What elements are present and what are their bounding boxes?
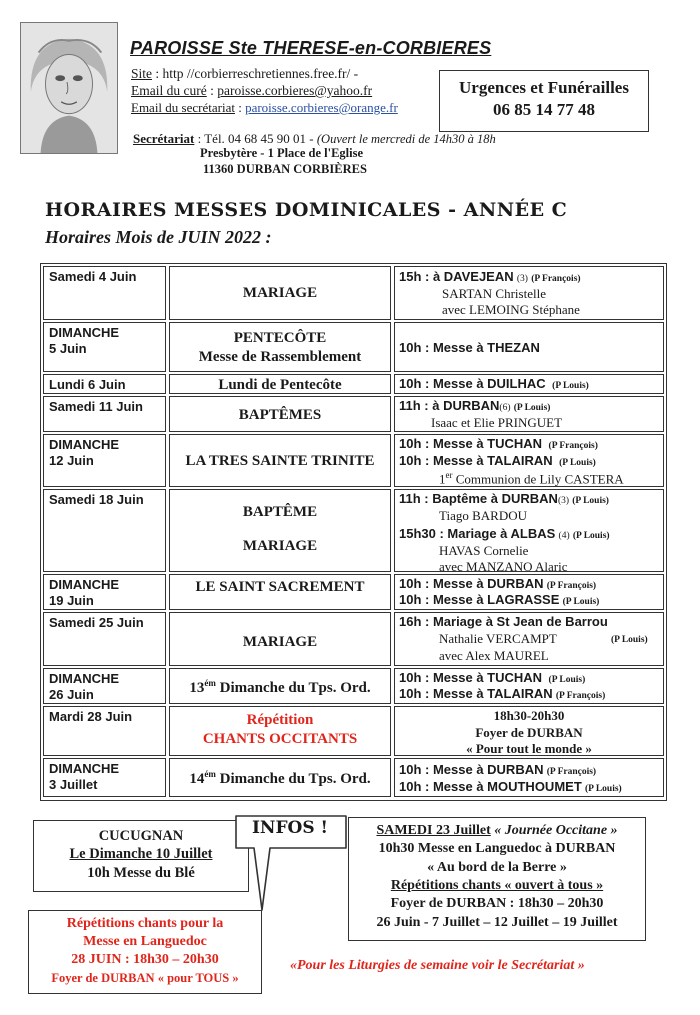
day-cell [43, 322, 166, 372]
event-label: Lundi de Pentecôte [218, 377, 342, 393]
details-cell [394, 396, 664, 432]
day-label: Samedi 4 Juin [49, 269, 137, 284]
event-label: PENTECÔTE Messe de Rassemblement [198, 330, 362, 365]
email-secretariat-line: Email du secrétariat : paroisse.corbieres@orange.fr [131, 100, 398, 115]
detail-priest: (P Louis) [611, 635, 648, 645]
event-cell [169, 668, 391, 704]
detail-line: 10h : Messe à TALAIRAN (P François) [399, 686, 606, 701]
detail-line: 10h : Messe à THEZAN [399, 340, 540, 355]
secretariat-hours: (Ouvert le mercredi de 14h30 à 18h [316, 132, 496, 146]
day-label: Samedi 25 Juin [49, 615, 144, 630]
email-cure-link[interactable]: paroisse.corbieres@yahoo.fr [217, 83, 373, 98]
site-url[interactable]: : http //corbierreschretiennes.free.fr/ - [155, 66, 359, 81]
email-secretariat-link[interactable]: paroisse.corbieres@orange.fr [245, 100, 398, 115]
day-label: Samedi 11 Juin [49, 399, 143, 414]
event-cell [169, 489, 391, 572]
table-row [41, 572, 666, 612]
day-cell [43, 434, 166, 487]
day-label: DIMANCHE 3 Juillet [49, 761, 120, 793]
address-line1: Presbytère - 1 Place de l'Eglise [200, 146, 364, 160]
event-label: MARIAGE [242, 285, 318, 301]
secretariat-line [133, 131, 496, 147]
detail-line: 10h : Messe à DUILHAC (P Louis) [399, 376, 589, 391]
secretariat-phone: : Tél. 04 68 45 90 01 - [197, 131, 314, 146]
parish-name: PAROISSE Ste THERESE-en-CORBIERES [130, 38, 492, 58]
urgent-box [439, 70, 649, 132]
day-cell [43, 668, 166, 704]
detail-line: 10h : Messe à DURBAN (P François) [399, 762, 597, 777]
secretariat-label: Secrétariat [133, 131, 195, 146]
detail-line: 10h : Messe à TUCHAN (P Louis) [399, 670, 586, 685]
table-row [41, 432, 666, 489]
event-label: BAPTÊME [242, 504, 318, 520]
detail-line: 10h : Messe à TALAIRAN (P Louis) [399, 453, 596, 468]
event-label: MARIAGE [242, 538, 318, 554]
urgent-phone: 06 85 14 77 48 [493, 100, 595, 120]
rehearsals-line3: 28 JUIN : 18h30 – 20h30 [71, 952, 219, 968]
event-label: LE SAINT SACREMENT [195, 579, 365, 595]
page-title: HORAIRES MESSES DOMINICALES - ANNÉE C [45, 199, 568, 221]
details-cell [394, 706, 664, 756]
occitane-title: SAMEDI 23 Juillet « Journée Occitane » [376, 823, 618, 838]
detail-line: HAVAS Cornelie [439, 543, 529, 558]
saint-therese-portrait [20, 22, 118, 154]
detail-line: 1er Communion de Lily CASTERA [439, 470, 624, 487]
details-cell [394, 266, 664, 320]
detail-line: 15h : à DAVEJEAN (3) (P François) [399, 269, 581, 284]
event-cell [169, 612, 391, 666]
event-cell [169, 574, 391, 610]
occitane-rehearsal-time: Foyer de DURBAN : 18h30 – 20h30 [390, 896, 604, 912]
detail-line: Nathalie VERCAMPT [439, 631, 557, 646]
day-cell [43, 574, 166, 610]
details-cell [394, 612, 664, 666]
detail-line: 11h : Baptême à DURBAN(3) (P Louis) [399, 491, 609, 506]
occitane-place: « Au bord de la Berre » [427, 859, 567, 875]
infos-label: INFOS ! [251, 818, 329, 838]
event-label: $13^{ém}$ Dimanche du Tps. Ord. [189, 678, 371, 696]
month-title: Horaires Mois de JUIN 2022 : [45, 227, 272, 247]
table-row [41, 320, 666, 374]
site-label: Site [131, 66, 153, 81]
detail-line: 11h : à DURBAN(6) (P Louis) [399, 398, 551, 413]
day-label: DIMANCHE 19 Juin [49, 577, 120, 609]
email-cure-line: Email du curé : paroisse.corbieres@yahoo.fr [131, 83, 373, 98]
occitane-day-box [348, 817, 646, 941]
event-label: Répétition CHANTS OCCITANTS [202, 712, 358, 747]
occitane-rehearsals: Répétitions chants « ouvert à tous » [390, 877, 604, 893]
table-row [41, 756, 666, 799]
urgent-title: Urgences et Funérailles [459, 78, 629, 97]
day-cell [43, 396, 166, 432]
table-row [41, 394, 666, 434]
event-label: BAPTÊMES [238, 407, 322, 423]
day-cell [43, 374, 166, 394]
day-cell [43, 489, 166, 572]
site-line [131, 66, 358, 82]
table-row [41, 264, 666, 322]
rehearsals-line4: Foyer de DURBAN « pour TOUS » [51, 970, 239, 985]
event-cell [169, 374, 391, 394]
day-label: Lundi 6 Juin [49, 377, 126, 392]
details-cell [394, 758, 664, 797]
details-cell [394, 668, 664, 704]
detail-line: avec LEMOING Stéphane [442, 302, 580, 317]
email-secretariat-label: Email du secrétariat [131, 100, 235, 115]
mass-schedule-table [40, 263, 667, 801]
detail-line: 10h : Messe à DURBAN (P François) [399, 576, 597, 591]
detail-line: 16h : Mariage à St Jean de Barrou [399, 614, 608, 629]
event-label: $14^{ém}$ Dimanche du Tps. Ord. [189, 769, 371, 787]
rehearsals-box [28, 910, 262, 994]
day-cell [43, 758, 166, 797]
details-cell [394, 434, 664, 487]
detail-line: 10h : Messe à MOUTHOUMET (P Louis) [399, 779, 622, 794]
event-cell [169, 706, 391, 756]
detail-line: Tiago BARDOU [439, 508, 528, 523]
cucugnan-box [33, 820, 249, 892]
event-label: LA TRES SAINTE TRINITE [185, 453, 375, 469]
detail-line: 10h : Messe à TUCHAN (P François) [399, 436, 598, 451]
day-label: Samedi 18 Juin [49, 492, 144, 507]
address-line2: 11360 DURBAN CORBIÈRES [203, 162, 367, 176]
day-cell [43, 612, 166, 666]
table-row [41, 610, 666, 668]
weekday-liturgies-note: «Pour les Liturgies de semaine voir le Secrétariat » [290, 958, 585, 973]
day-cell [43, 266, 166, 320]
day-cell [43, 706, 166, 756]
event-cell [169, 434, 391, 487]
detail-line: Isaac et Elie PRINGUET [431, 415, 563, 430]
event-cell [169, 322, 391, 372]
event-cell [169, 758, 391, 797]
details-cell [394, 574, 664, 610]
details-cell [394, 374, 664, 394]
detail-line: SARTAN Christelle [442, 286, 546, 301]
day-label: DIMANCHE 12 Juin [49, 437, 120, 469]
rehearsals-line2: Messe en Languedoc [83, 934, 207, 950]
occitane-rehearsal-dates: 26 Juin - 7 Juillet – 12 Juillet – 19 Juillet [376, 914, 618, 930]
rehearsals-line1: Répétitions chants pour la [66, 916, 224, 931]
cucugnan-title: CUCUGNAN [98, 828, 184, 844]
table-row [41, 487, 666, 574]
event-cell [169, 396, 391, 432]
detail-block: 18h30-20h30 Foyer de DURBAN « Pour tout le monde » [466, 708, 592, 757]
detail-line: avec Alex MAUREL [439, 648, 549, 663]
detail-line: 15h30 : Mariage à ALBAS (4) (P Louis) [399, 526, 610, 541]
event-cell [169, 266, 391, 320]
occitane-mass: 10h30 Messe en Languedoc à DURBAN [378, 841, 616, 857]
day-label: DIMANCHE 26 Juin [49, 671, 120, 703]
details-cell [394, 322, 664, 372]
table-row [41, 666, 666, 706]
table-row [41, 372, 666, 396]
cucugnan-mass: 10h Messe du Blé [87, 864, 195, 881]
day-label: Mardi 28 Juin [49, 709, 133, 724]
cucugnan-date: Le Dimanche 10 Juillet [69, 846, 213, 863]
detail-line: avec MANZANO Alaric [439, 559, 568, 574]
details-cell [394, 489, 664, 572]
day-label: DIMANCHE 5 Juin [49, 325, 120, 357]
email-cure-label: Email du curé [131, 83, 207, 98]
detail-line: 10h : Messe à LAGRASSE (P Louis) [399, 592, 600, 607]
table-row [41, 704, 666, 758]
event-label: MARIAGE [242, 634, 318, 650]
